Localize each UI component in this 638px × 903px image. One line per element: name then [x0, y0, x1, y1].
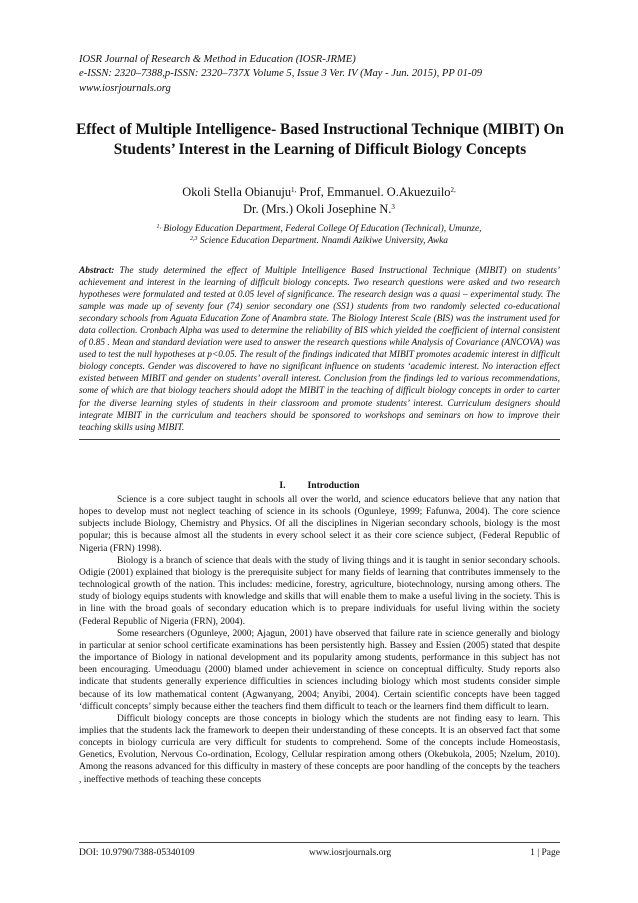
journal-website: www.iosrjournals.org — [79, 82, 171, 94]
affiliations — [79, 223, 559, 247]
affiliation-text: Biology Education Department, Federal College Of Education (Technical), Umunze, — [161, 224, 482, 234]
journal-issn-volume: e-ISSN: 2320–7388,p-ISSN: 2320–737X Volume 5, Issue 3 Ver. IV (May - Jun. 2015), PP 01-09 — [79, 68, 482, 80]
affiliation-text: Science Education Department. Nnamdi Azikiwe University, Awka — [197, 236, 448, 246]
affiliation-line — [79, 235, 559, 247]
affiliation-mark: 2,3 — [190, 236, 198, 242]
page-footer — [79, 842, 560, 862]
paper-title: Effect of Multiple Intelligence- Based Instructional Technique (MIBIT) On Students’ Interest in the Learning of Difficult Biology Concepts — [76, 121, 564, 158]
section-title: Introduction — [307, 480, 360, 491]
author-line-1 — [79, 184, 559, 201]
section-heading — [79, 480, 560, 492]
author-affiliation-mark: 2, — [450, 186, 456, 194]
body-paragraph: Biology is a branch of science that deals with the study of living things and it is taught in senior secondary schools. Odigie (2001) explained that biology is the prerequisite subject for many fields of learning that contributes immensely to the technological growth of the nation. This includes: medicine, forestry, agriculture, biotechnology, nursing among others. The study of biology equips students with knowledge and skills that will enable them to make a useful living in the society. This is in line with the broad goals of secondary education which is to prepare individuals for useful living within the society (Federal Republic of Nigeria (FRN), 2004). — [79, 555, 560, 627]
body-paragraph: Difficult biology concepts are those concepts in biology which the students are not finding easy to learn. This implies that the students lack the framework to deepen their understanding of these concepts. It is an observed fact that some concepts in biology curricula are very difficult for students to comprehend. Some of the concepts include Homeostasis, Genetics, Evolution, Nervous Co-ordination, Ecology, Cellular respiration among others (Okebukola, 2005; Nzelum, 2010). Among the reasons advanced for this difficulty in mastery of these concepts are poor handling of the concepts by the teachers , ineffective methods of teaching these concepts — [79, 713, 560, 785]
abstract — [79, 265, 560, 440]
section-number: I. — [279, 480, 286, 491]
author-name: Dr. (Mrs.) Okoli Josephine N. — [243, 202, 392, 216]
author-line-2 — [79, 201, 559, 218]
footer-website: www.iosrjournals.org — [309, 848, 392, 858]
author-name: Okoli Stella Obianuju — [182, 185, 292, 199]
author-affiliation-mark: 3 — [391, 203, 395, 211]
body-paragraph: Some researchers (Ogunleye, 2000; Ajagun, 2001) have observed that failure rate in science generally and biology in particular at senior school certificate examinations has been persistently high. Bassey and Essien (2005) stated that despite the importance of Biology in national development and its popularity among students, performance in this subject has not been encouraging. Umeoduagu (2000) blamed under achievement in science on conceptual difficulty. Study reports also indicate that students generally experience difficulties in sciences including biology which most students consider simple because of its low mathematical content (Agwanyang, 2004; Anyibi, 2004). Certain scientific concepts have been tagged ‘difficult concepts’ simply because either the teachers find them difficult to teach or the learners find them difficult to learn. — [79, 628, 560, 712]
footer-doi: DOI: 10.9790/7388-05340109 — [79, 848, 195, 858]
footer-page-number: 1 | Page — [530, 848, 560, 858]
author-affiliation-mark: 1, — [291, 186, 297, 194]
author-name: Prof, Emmanuel. O.Akuezuilo — [296, 185, 451, 199]
journal-name: IOSR Journal of Research & Method in Education (IOSR-JRME) — [79, 54, 356, 65]
affiliation-line — [79, 223, 559, 235]
affiliation-mark: 1, — [156, 224, 162, 230]
abstract-label: Abstract: — [79, 266, 115, 276]
introduction-body — [79, 494, 560, 786]
abstract-text: The study determined the effect of Multiple Intelligence Based Instructional Technique (MIBIT) on students’ achievement and interest in the learning of difficult biology concepts. Two research questions were asked and two research hypotheses were formulated and tested at 0.05 level of significance. The research design was a quasi – experimental study. The sample was made up of seventy four (74) senior secondary one (SS1) students from two randomly selected co-educational secondary schools from Aguata Education Zone of Anambra state. The Biology Interest Scale (BIS) was the instrument used for data collection. Cronbach Alpha was used to determine the reliability of BIS which yielded the coefficient of internal consistent of 0.85 . Mean and standard deviation were used to answer the research questions while Analysis of Covariance (ANCOVA) was used to test the null hypotheses at p<0.05. The result of the findings indicated that MIBIT promotes academic interest in difficult biology concepts. Gender was discovered to have no significant influence on students ‘academic interest. No interaction effect existed between MIBIT and gender on students’ overall interest. Conclusion from the findings led to various recommendations, some of which are that biology teachers should adopt the MIBIT in the teaching of difficult biology concepts in order to carter for the diverse learning styles of students in their classroom and promote students’ interest. Curriculum designers should integrate MIBIT in the curriculum and teachers should be sponsored to workshops and seminars on how to improve their teaching skills using MIBIT. — [79, 266, 560, 433]
journal-masthead — [79, 53, 559, 96]
body-paragraph: Science is a core subject taught in schools all over the world, and science educators believe that any nation that hopes to develop must not neglect teaching of science in its schools (Ogunleye, 1999; Fafunwa, 2004). The core science subjects include Biology, Chemistry and Physics. Of all the disciplines in Nigerian secondary schools, biology is the most popular; this is because almost all the students in every school select it as their core science subject, (Federal Republic of Nigeria (FRN) 1998). — [79, 495, 560, 554]
author-list — [79, 184, 559, 218]
